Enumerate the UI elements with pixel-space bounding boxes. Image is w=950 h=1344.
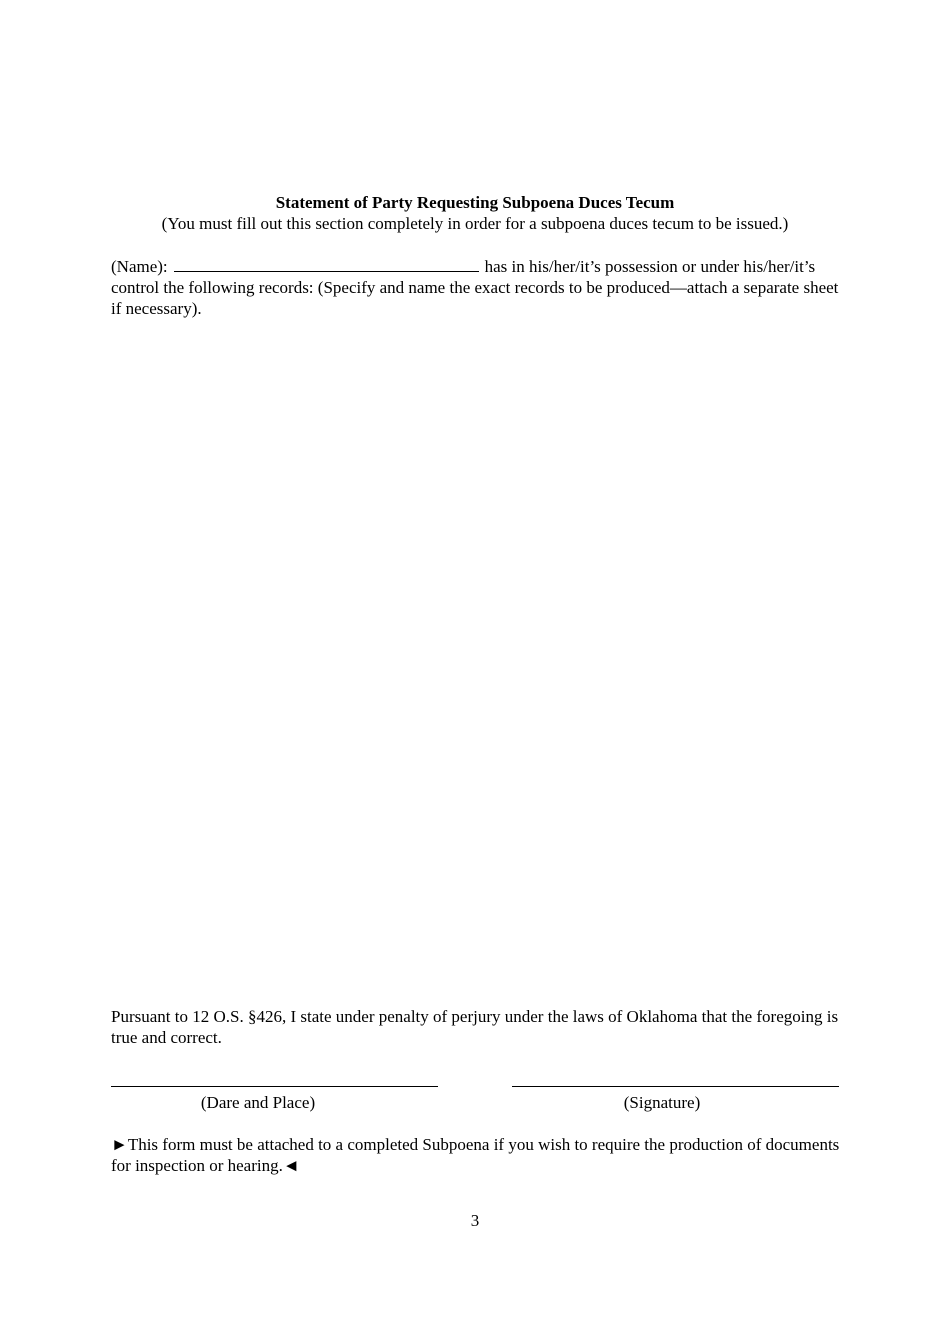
attachment-notice: ►This form must be attached to a completed Subpoena if you wish to require the production of documents for inspection or hearing.◄ — [111, 1135, 840, 1175]
date-place-caption: (Dare and Place) — [200, 1093, 316, 1112]
name-field[interactable] — [174, 257, 479, 272]
perjury-attestation: Pursuant to 12 O.S. §426, I state under penalty of perjury under the laws of Oklahoma that the foregoing is true and correct. — [111, 1007, 839, 1047]
records-instruction-text: has in his/her/it’s possession or under his/her/it’s control the following records: (Specify and name the exact records to be produced—attach a separate sheet if necessary). — [111, 257, 839, 318]
name-paragraph — [111, 256, 841, 319]
form-title: Statement of Party Requesting Subpoena Duces Tecum — [275, 193, 675, 212]
page-number: 3 — [470, 1211, 480, 1230]
records-entry-area[interactable] — [111, 325, 841, 995]
form-instructions: (You must fill out this section completely in order for a subpoena duces tecum to be issued.) — [161, 214, 789, 233]
name-label: (Name): — [111, 257, 168, 276]
signature-caption: (Signature) — [623, 1093, 701, 1112]
date-place-field[interactable] — [111, 1086, 438, 1087]
signature-field[interactable] — [512, 1086, 839, 1087]
